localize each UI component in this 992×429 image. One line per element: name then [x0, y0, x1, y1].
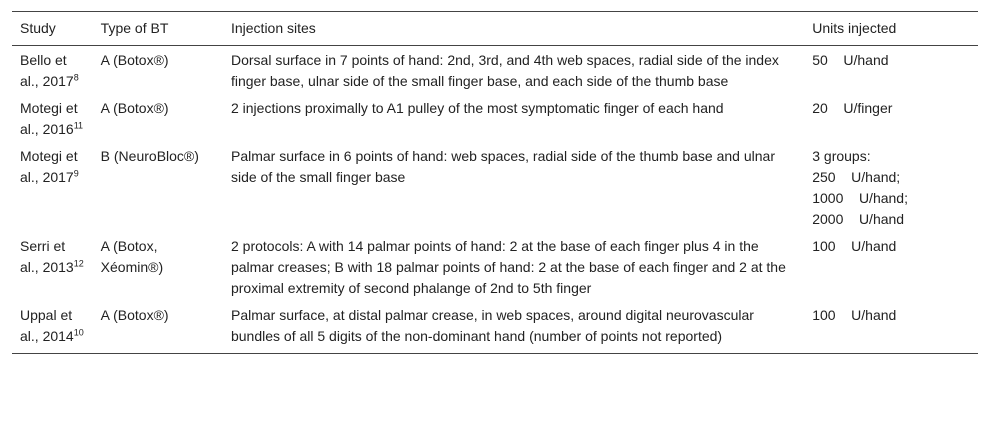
- studies-table: [12, 11, 978, 354]
- study-name: Motegi et al., 2016: [20, 100, 78, 137]
- header-type: Type of BT: [93, 12, 223, 46]
- study-name: Serri et al., 2013: [20, 238, 74, 275]
- units-line: 3 groups:: [812, 148, 871, 164]
- reference-number: 12: [73, 258, 84, 269]
- header-row: [12, 12, 978, 46]
- cell-study: [12, 232, 93, 301]
- study-name: Motegi et al., 2017: [20, 148, 78, 185]
- cell-study: [12, 46, 93, 95]
- cell-type: A (Botox®): [100, 52, 169, 68]
- cell-sites: 2 injections proximally to A1 pulley of the most symptomatic finger of each hand: [230, 100, 724, 116]
- reference-number: 11: [73, 120, 84, 131]
- table-row: [12, 46, 978, 95]
- units-line: 1000 U/hand;: [812, 190, 908, 206]
- units-line: 2000 U/hand: [812, 211, 905, 227]
- cell-type: A (Botox, Xéomin®): [100, 238, 164, 275]
- cell-study: [12, 94, 93, 142]
- cell-sites: Dorsal surface in 7 points of hand: 2nd, 3rd, and 4th web spaces, radial side of the index finger base, ulnar side of the small finger base, and each side of the thumb base: [230, 52, 779, 89]
- cell-units: [804, 46, 978, 95]
- table-row: [12, 142, 978, 232]
- cell-study: [12, 301, 93, 354]
- header-study: Study: [12, 12, 93, 46]
- cell-units: [804, 301, 978, 354]
- cell-type: A (Botox®): [93, 301, 223, 354]
- units-line: 100 U/hand: [812, 307, 897, 323]
- cell-units: [804, 142, 978, 232]
- units-line: 100 U/hand: [812, 238, 897, 254]
- reference-number: 10: [73, 327, 84, 338]
- cell-type: B (NeuroBloc®): [100, 148, 199, 164]
- cell-sites: 2 protocols: A with 14 palmar points of hand: 2 at the base of each finger plus 4 in the palmar creases; B with 18 palmar points of hand: 2 at the base of each finger and 2 at the proximal extremity of second phalange of 2nd to 5th finger: [230, 238, 786, 296]
- units-line: 50 U/hand: [812, 52, 889, 68]
- cell-units: [804, 232, 978, 301]
- study-name: Uppal et al., 2014: [20, 307, 74, 344]
- cell-study: [12, 142, 93, 232]
- header-units: Units injected: [804, 12, 978, 46]
- cell-sites: Palmar surface in 6 points of hand: web spaces, radial side of the thumb base and ulnar side of the small finger base: [230, 148, 775, 185]
- units-line: 250 U/hand;: [812, 169, 901, 185]
- reference-number: 9: [73, 168, 79, 179]
- header-sites: Injection sites: [223, 12, 804, 46]
- cell-type: A (Botox®): [100, 100, 169, 116]
- table-row: [12, 232, 978, 301]
- cell-sites: Palmar surface, at distal palmar crease, in web spaces, around digital neurovascular bundles of all 5 digits of the non-dominant hand (number of points not reported): [223, 301, 804, 354]
- study-name: Bello et al., 2017: [20, 52, 74, 89]
- reference-number: 8: [73, 72, 79, 83]
- cell-units: [804, 94, 978, 142]
- table-row: [12, 301, 978, 354]
- table-row: [12, 94, 978, 142]
- units-line: 20 U/finger: [812, 100, 893, 116]
